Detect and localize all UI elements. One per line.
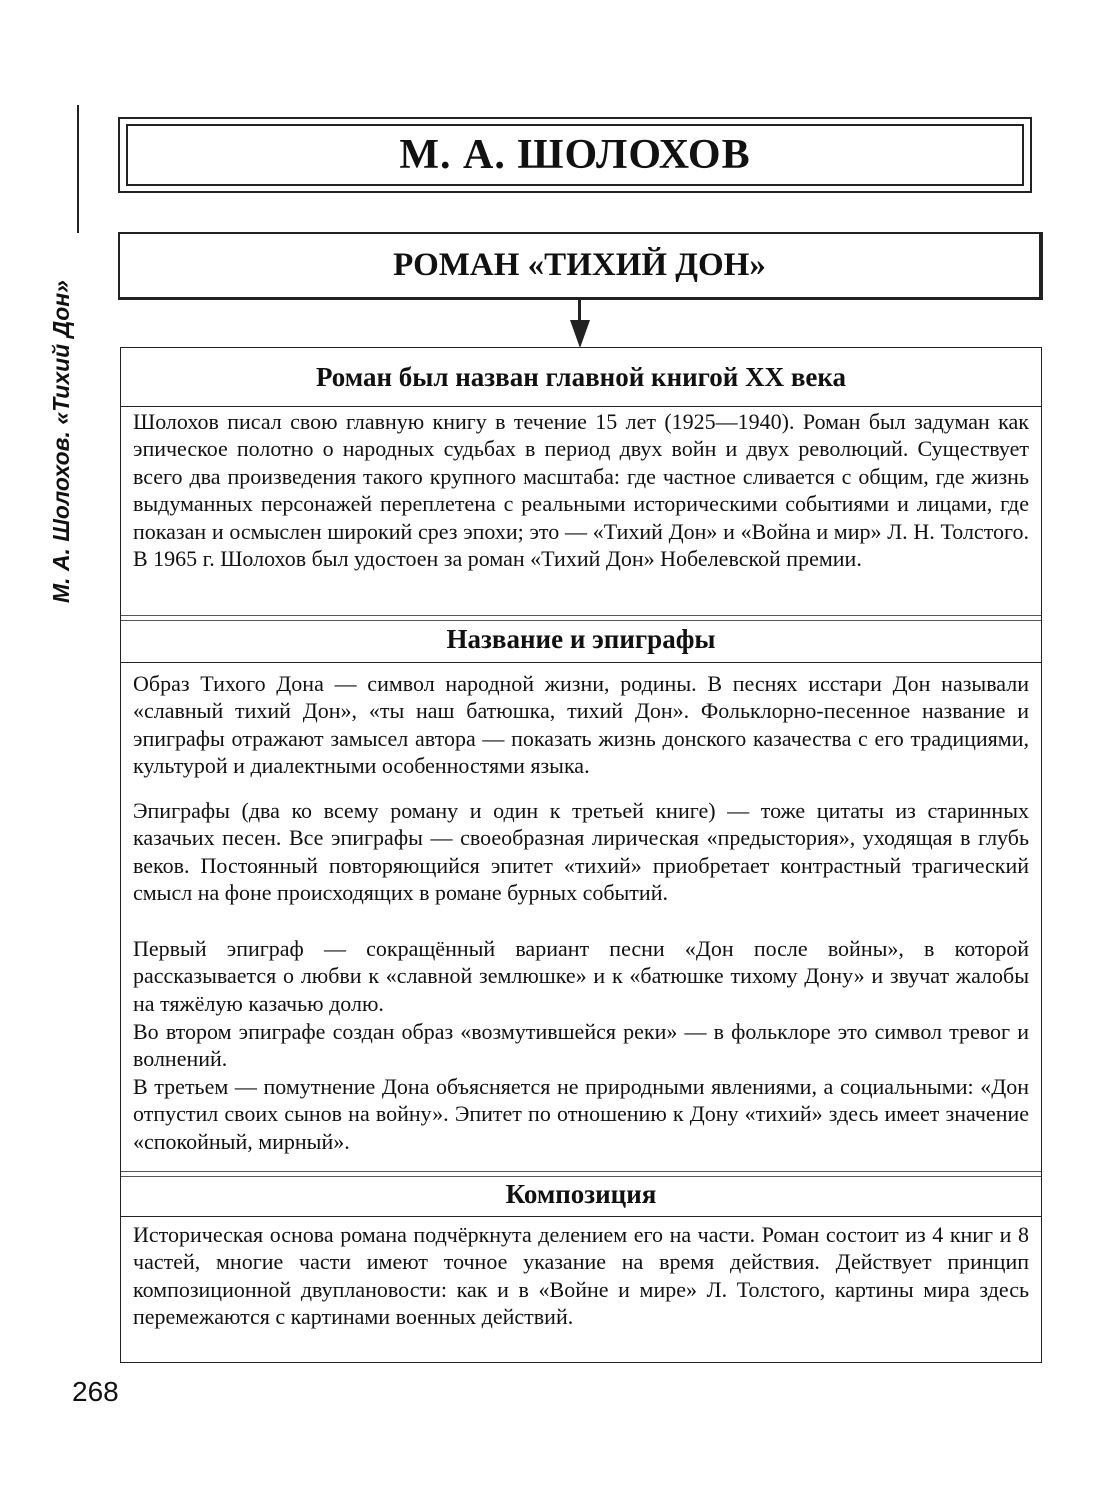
section-divider [121,406,1041,407]
paragraph: Образ Тихого Дона — символ народной жизни, родины. В песнях исстари Дон называли «славный тихий Дон», «ты наш батюшка, тихий Дон». Фольклорно-песенное название и эпиграфы отражают замысел автора — показать жизнь донского казачества с его традициями, культурой и диалектными особенностями языка. [133,671,1029,779]
section-divider [121,662,1041,663]
section-heading: Название и эпиграфы [446,624,716,654]
content-table [120,347,1042,1363]
section-divider [121,615,1041,616]
arrow-head-icon [570,320,590,348]
running-header: М. А. Шолохов. «Тихий Дон» [48,280,74,603]
section-heading: Композиция [505,1179,657,1209]
paragraph: Шолохов писал свою главную книгу в течение 15 лет (1925—1940). Роман был задуман как эпическое полотно о народных судьбах в период двух войн и двух революций. Существует всего два произведения такого крупного масштаба: где частное сливается с общим, где жизнь выдуманных персонажей переплетена с реальными историческими событиями и лицами, где показан и осмыслен широкий срез эпохи; это — «Тихий Дон» и «Война и мир» Л. Н. Толстого. В 1965 г. Шолохов был удостоен за роман «Тихий Дон» Нобелевской премии. [133,409,1029,572]
side-rule [77,105,79,233]
page-number: 268 [72,1376,119,1407]
section-divider [121,1216,1041,1217]
paragraph: Первый эпиграф — сокращённый вариант песни «Дон после войны», в которой рассказывается о любви к «славной землюшке» и к «батюшке тихому Дону» и звучат жалобы на тяжёлую казачью долю. [133,936,1029,1016]
novel-title: РОМАН «ТИХИЙ ДОН» [118,232,1043,300]
author-title: М. А. ШОЛОХОВ [126,124,1024,186]
paragraph: Историческая основа романа подчёркнута делением его на части. Роман состоит из 4 книг и 8 частей, многие части имеют точное указание на время действия. Действует принцип композиционной двуплановости: как и в «Войне и мире» Л. Толстого, картины мира здесь перемежаются с картинами военных действий. [133,1222,1029,1330]
author-title-frame [118,117,1032,193]
paragraph: Во втором эпиграфе создан образ «возмутившейся реки» — в фольклоре это символ тревог и волнений. [133,1019,1029,1072]
paragraph: В третьем — помутнение Дона объясняется не природными явлениями, а социальными: «Дон отпустил своих сынов на войну». Эпитет по отношению к Дону «тихий» здесь имеет значение «спокойный, мирный». [133,1074,1029,1154]
paragraph: Эпиграфы (два ко всему роману и один к третьей книге) — тоже цитаты из старинных казачьих песен. Все эпиграфы — своеобразная лирическая «предыстория», уходящая в глубь веков. Постоянный повторяющийся эпитет «тихий» приобретает контрастный трагический смысл на фоне происходящих в романе бурных событий. [133,798,1029,906]
section-divider [121,1171,1041,1172]
section-heading: Роман был назван главной книгой XX века [315,362,847,392]
